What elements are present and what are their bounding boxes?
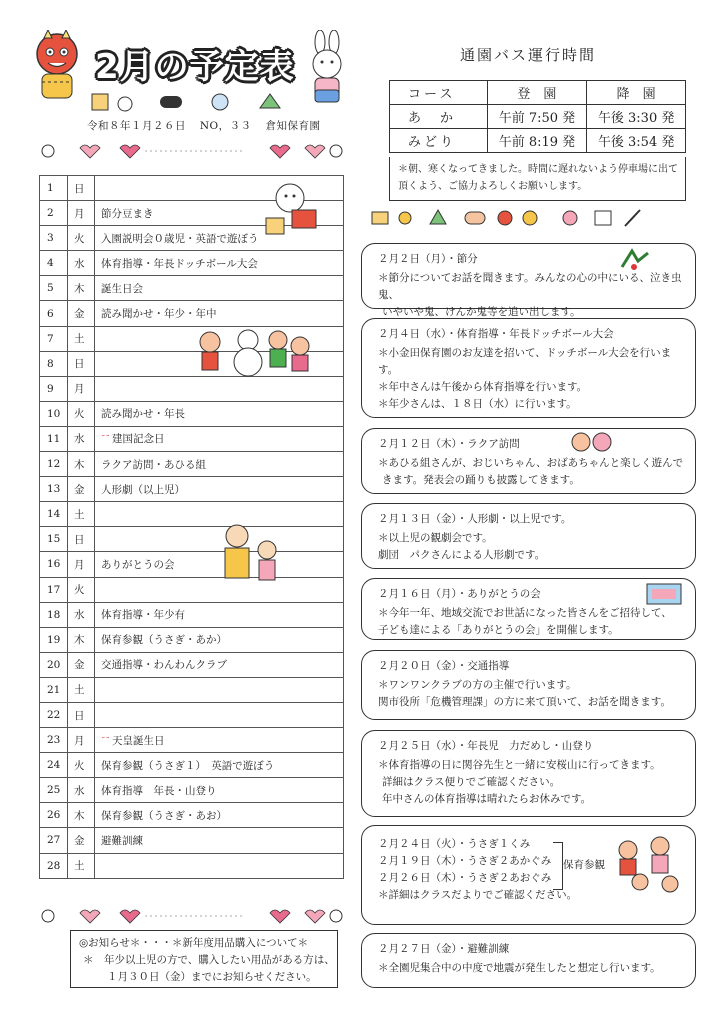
observation-label: 保育参観 (563, 859, 605, 871)
event-line: 年中さんの体育指導は晴れたらお休みです。 (382, 793, 592, 805)
calendar-weekday: 月 (68, 552, 95, 577)
calendar-event (95, 677, 344, 702)
calendar-event-text: 天皇誕生日 (112, 734, 165, 747)
event-line: きます。発表会の踊りも披露してきます。 (382, 474, 580, 486)
bus-depart-time: 午後 3:54 発 (587, 129, 686, 153)
event-line: 子ども達による「ありがとうの会」を開催します。 (378, 624, 619, 636)
calendar-event (95, 452, 344, 477)
calendar-row (40, 627, 344, 652)
event-line: ＊節分についてお話を聞きます。みんなの心の中にいる、泣き虫鬼、 (378, 272, 682, 301)
calendar-day: 23 (40, 728, 68, 753)
event-line: ＊全園児集合中の中度で地震が発生したと想定し行います。 (378, 962, 661, 974)
snowman-children-illustration (190, 322, 315, 384)
calendar-row (40, 452, 344, 477)
calendar-event (95, 477, 344, 502)
calendar-table (39, 175, 344, 879)
event-heading: ２月１２日（木）・ラクア訪問 (378, 438, 520, 450)
oni-illustration (30, 30, 85, 105)
bus-title: 通園バス運行時間 (460, 46, 597, 64)
notice-box (70, 930, 338, 988)
event-box-dodgeball (361, 318, 696, 418)
event-line: ２月２４日（火）・うさぎ１くみ (378, 838, 531, 850)
calendar-row (40, 502, 344, 527)
calendar-event-text: 体育指導 年長・山登り (101, 784, 217, 797)
event-line: ＊小金田保育園のお友達を招いて、ドッチボール大会を行います。 (378, 347, 672, 376)
event-box-evacuation (361, 933, 696, 988)
event-heading: ２月２日（月）・節分 (378, 253, 478, 265)
event-line: ２月２６日（木）・うさぎ２あおぐみ (378, 872, 552, 884)
calendar-day: 20 (40, 652, 68, 677)
calendar-event-text: 人形劇（以上児） (101, 483, 185, 496)
event-heading: ２月１６日（月）・ありがとうの会 (378, 588, 541, 600)
calendar-day: 7 (40, 326, 68, 351)
calendar-weekday: 金 (68, 828, 95, 853)
calendar-row (40, 652, 344, 677)
holiday-mark-icon: ˘˘ (101, 736, 110, 747)
calendar-row (40, 477, 344, 502)
event-line: ＊年中さんは午後から体育指導を行います。 (378, 381, 588, 393)
event-heading: ２月４日（水）・体育指導・年長ドッチボール大会 (378, 328, 614, 340)
calendar-event-text: 入園説明会０歳児・英語で遊ぼう (101, 232, 259, 245)
calendar-event (95, 276, 344, 301)
calendar-day: 17 (40, 577, 68, 602)
event-box-rakua (361, 428, 696, 494)
event-box-traffic (361, 650, 696, 720)
calendar-weekday: 火 (68, 226, 95, 251)
calendar-event-text: 保育参観（うさぎ１） 英語で遊ぼう (101, 759, 275, 772)
calendar-day: 25 (40, 778, 68, 803)
event-heading: ２月１３日（金）・人形劇・以上児です。 (378, 513, 572, 525)
calendar-weekday: 金 (68, 477, 95, 502)
calendar-row (40, 753, 344, 778)
event-line: ＊年少さんは、１８日（水）に行います。 (378, 398, 577, 410)
card-icon (645, 581, 683, 611)
calendar-day: 18 (40, 602, 68, 627)
bus-arrive-time: 午前 8:19 発 (487, 129, 587, 153)
calendar-day: 4 (40, 251, 68, 276)
calendar-weekday: 水 (68, 426, 95, 451)
calendar-event (95, 702, 344, 727)
calendar-weekday: 月 (68, 201, 95, 226)
calendar-day: 26 (40, 803, 68, 828)
calendar-event-text: 交通指導・わんわんクラブ (101, 659, 227, 672)
calendar-row (40, 577, 344, 602)
bus-row-midori (390, 129, 686, 153)
setsubun-items-decoration (370, 206, 670, 234)
calendar-weekday: 金 (68, 652, 95, 677)
calendar-row (40, 552, 344, 577)
calendar-row (40, 251, 344, 276)
calendar-row (40, 853, 344, 878)
calendar-day: 14 (40, 502, 68, 527)
calendar-weekday: 水 (68, 251, 95, 276)
issue-number: NO，３３ (199, 120, 252, 132)
event-line: ＊今年一年、地域交流でお世話になった皆さんをご招待して、 (378, 607, 672, 619)
calendar-event-text: 保育参観（うさぎ・あか） (101, 634, 227, 647)
event-heading: ２月２５日（水）・年長児 力だめし・山登り (378, 740, 594, 752)
event-heading: ２月２０日（金）・交通指導 (378, 660, 510, 672)
page-title-wrap (95, 42, 305, 96)
calendar-weekday: 火 (68, 577, 95, 602)
calendar-weekday: 日 (68, 351, 95, 376)
calendar-event-text: 節分豆まき (101, 207, 154, 220)
calendar-event (95, 602, 344, 627)
bus-note: ＊朝、寒くなってきました。時間に遅れないよう停車場に出て頂くよう、ご協力よろしくお願いします。 (389, 157, 686, 201)
calendar-event (95, 728, 344, 753)
calendar-event (95, 652, 344, 677)
calendar-day: 9 (40, 376, 68, 401)
notice-line: ＊ 年少以上児の方で、購入したい用品がある方は、 (83, 954, 335, 966)
calendar-event-text: 読み聞かせ・年長 (101, 408, 185, 421)
calendar-row (40, 702, 344, 727)
calendar-day: 21 (40, 677, 68, 702)
calendar-event (95, 426, 344, 451)
bunny-illustration (300, 30, 355, 110)
bus-header-depart: 降 園 (587, 81, 686, 105)
calendar-event-text: 体育指導・年少有 (101, 609, 185, 622)
calendar-event-text: 保育参観（うさぎ・あお） (101, 809, 227, 822)
calendar-day: 24 (40, 753, 68, 778)
bus-header-course: コース (390, 81, 488, 105)
calendar-event-text: 誕生日会 (101, 282, 143, 295)
calendar-event (95, 251, 344, 276)
calendar-weekday: 水 (68, 778, 95, 803)
calendar-event (95, 778, 344, 803)
calendar-event-text: ラクア訪問・あひる組 (101, 458, 206, 471)
event-heading: ２月２７日（金）・避難訓練 (378, 943, 510, 955)
notice-title: ◎お知らせ＊・・・＊新年度用品購入について＊ (79, 937, 309, 949)
event-line: ＊詳細はクラスだよりでご確認ください。 (378, 889, 578, 901)
calendar-day: 22 (40, 702, 68, 727)
event-line: いやいや鬼、けんか鬼等を追い出します。 (382, 306, 581, 318)
calendar-weekday: 水 (68, 602, 95, 627)
event-line: ＊ワンワンクラブの方の主催で行います。 (378, 679, 577, 691)
calendar-day: 10 (40, 401, 68, 426)
calendar-event-text: 読み聞かせ・年少・年中 (101, 308, 217, 321)
calendar-weekday: 日 (68, 176, 95, 201)
calendar-weekday: 木 (68, 452, 95, 477)
setsubun-oni-illustration (262, 180, 324, 244)
calendar-event (95, 401, 344, 426)
bean-box-icon (90, 90, 300, 118)
calendar-weekday: 火 (68, 753, 95, 778)
calendar-row (40, 803, 344, 828)
grandparents-icon (570, 430, 614, 458)
calendar-event (95, 803, 344, 828)
calendar-day: 1 (40, 176, 68, 201)
calendar-row (40, 602, 344, 627)
calendar-weekday: 木 (68, 276, 95, 301)
bus-header-arrive: 登 園 (487, 81, 587, 105)
event-line: ＊あひる組さんが、おじいちゃん、おばあちゃんと楽しく遊んで (378, 457, 684, 469)
heart-border-top (40, 140, 345, 166)
calendar-event (95, 627, 344, 652)
calendar-day: 3 (40, 226, 68, 251)
calendar-row (40, 728, 344, 753)
calendar-weekday: 日 (68, 702, 95, 727)
calendar-event (95, 828, 344, 853)
calendar-weekday: 土 (68, 502, 95, 527)
calendar-weekday: 月 (68, 728, 95, 753)
calendar-day: 19 (40, 627, 68, 652)
calendar-event (95, 753, 344, 778)
calendar-row (40, 401, 344, 426)
calendar-day: 12 (40, 452, 68, 477)
event-box-mountain (361, 730, 696, 817)
calendar-weekday: 月 (68, 376, 95, 401)
bus-course: あ か (390, 105, 488, 129)
calendar-event-text: 避難訓練 (101, 834, 143, 847)
calendar-row (40, 677, 344, 702)
event-line: 劇団 パクさんによる人形劇です。 (378, 549, 546, 561)
bus-course: みどり (390, 129, 488, 153)
school-name: 倉知保育園 (265, 120, 321, 132)
calendar-row (40, 527, 344, 552)
issue-date: 令和８年１月２６日 (87, 120, 186, 132)
calendar-weekday: 日 (68, 527, 95, 552)
notice-line: １月３０日（金）までにお知らせください。 (107, 971, 317, 983)
calendar-day: 27 (40, 828, 68, 853)
bus-depart-time: 午後 3:30 発 (587, 105, 686, 129)
grandpa-child-illustration (215, 520, 285, 594)
event-box-puppet-show (361, 503, 696, 569)
bus-row-aka (390, 105, 686, 129)
bus-arrive-time: 午前 7:50 発 (487, 105, 587, 129)
holly-icon (618, 247, 652, 277)
calendar-day: 6 (40, 301, 68, 326)
holiday-mark-icon: ˘˘ (101, 435, 110, 446)
calendar-weekday: 土 (68, 677, 95, 702)
calendar-event-text: 体育指導・年長ドッチボール大会 (101, 257, 258, 270)
calendar-row (40, 276, 344, 301)
calendar-row (40, 426, 344, 451)
event-line: ２月１９日（木）・うさぎ２あかぐみ (378, 855, 552, 867)
calendar-weekday: 土 (68, 326, 95, 351)
calendar-event-text: 建国記念日 (112, 433, 165, 446)
calendar-row (40, 778, 344, 803)
calendar-day: 2 (40, 201, 68, 226)
calendar-day: 8 (40, 351, 68, 376)
calendar-event-text: ありがとうの会 (101, 558, 175, 571)
calendar-day: 28 (40, 853, 68, 878)
children-playing-illustration (610, 832, 685, 906)
event-line: 詳細はクラス便りでご確認ください。 (382, 776, 561, 788)
issue-line (87, 118, 330, 133)
calendar-weekday: 土 (68, 853, 95, 878)
page-title: 2月の予定表 (95, 47, 295, 87)
observation-bracket (553, 842, 563, 890)
heart-border-bottom (40, 905, 345, 931)
calendar-day: 16 (40, 552, 68, 577)
calendar-day: 5 (40, 276, 68, 301)
calendar-day: 13 (40, 477, 68, 502)
calendar-day: 15 (40, 527, 68, 552)
calendar-weekday: 火 (68, 401, 95, 426)
calendar-row (40, 828, 344, 853)
event-line: 関市役所「危機管理課」の方に来て頂いて、お話を聞きます。 (378, 696, 671, 708)
bus-header-row (390, 81, 686, 105)
calendar-weekday: 金 (68, 301, 95, 326)
calendar-event (95, 853, 344, 878)
calendar-weekday: 木 (68, 803, 95, 828)
event-line: ＊以上児の観劇会です。 (378, 532, 493, 544)
calendar-day: 11 (40, 426, 68, 451)
event-line: ＊体育指導の日に関谷先生と一緒に安桜山に行ってきます。 (378, 759, 661, 771)
bus-table (389, 80, 686, 153)
calendar-weekday: 木 (68, 627, 95, 652)
